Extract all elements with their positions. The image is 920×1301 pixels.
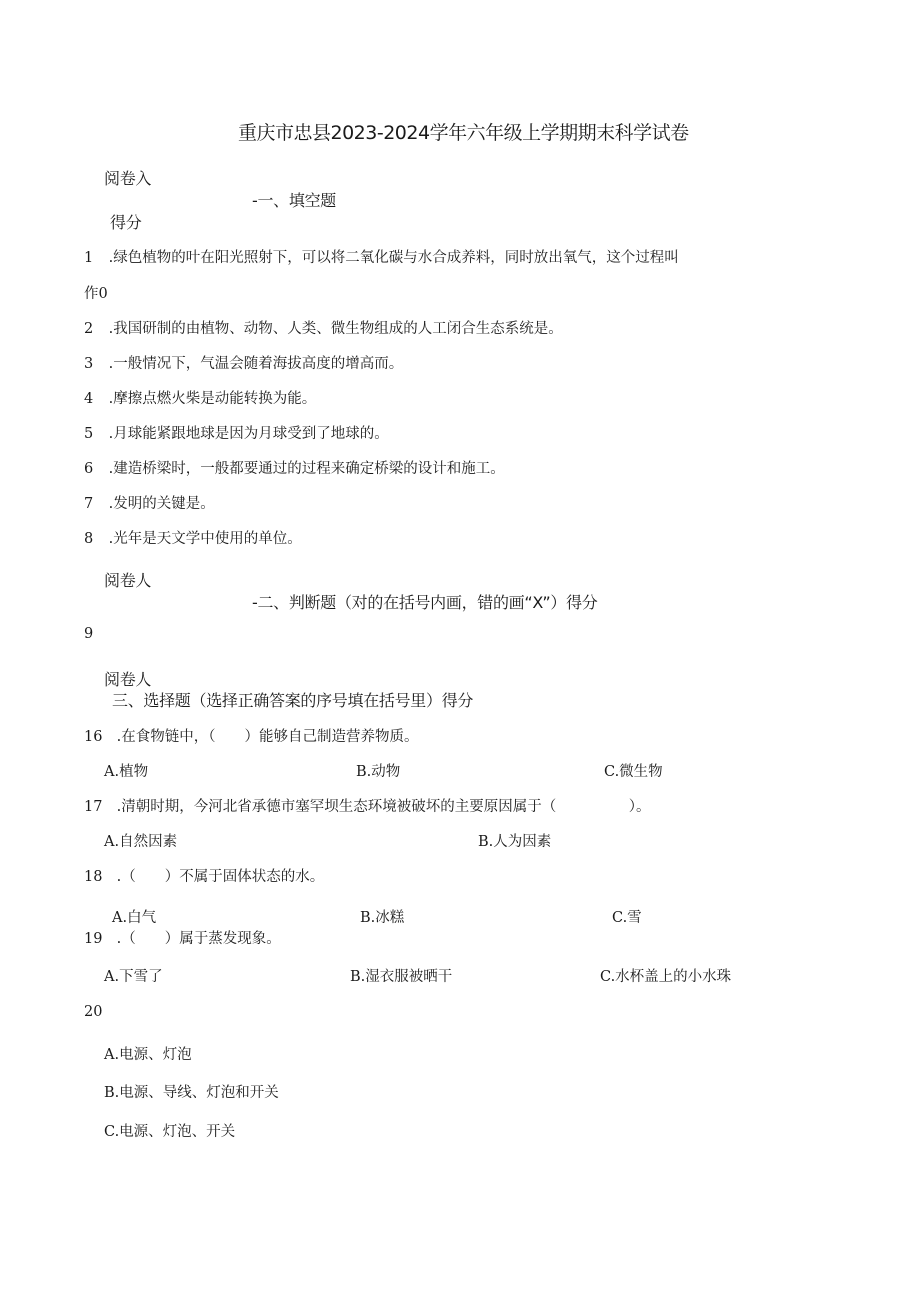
option-18-b: B.冰糕 (360, 910, 405, 926)
question-7 (84, 492, 215, 513)
option-16-c: C.微生物 (604, 764, 663, 780)
option-20-b: B.电源、导线、灯泡和开关 (104, 1085, 279, 1101)
question-text: .在食物链中，（ ）能够自己制造营养物质。 (116, 729, 419, 745)
option-19-b: B.湿衣服被晒干 (350, 969, 453, 985)
question-text: .摩擦点燃火柴是动能转换为能。 (108, 391, 317, 407)
question-number: 5 (84, 426, 94, 442)
option-17-b: B.人为因素 (478, 834, 552, 850)
question-text: .（ ）属于蒸发现象。 (116, 931, 281, 947)
question-6 (84, 457, 505, 478)
question-text: .发明的关键是。 (108, 496, 215, 512)
option-17-a: A.自然因素 (104, 834, 178, 850)
question-text: .月球能紧跟地球是因为月球受到了地球的。 (108, 426, 389, 442)
question-17 (84, 795, 650, 816)
reviewer-label-1: 阅卷入 (104, 169, 152, 188)
question-number: 2 (84, 321, 94, 337)
option-19-a: A.下雪了 (104, 969, 163, 985)
question-18 (84, 865, 324, 886)
question-number: 19 (84, 931, 103, 947)
question-1-continuation: 作0 (84, 286, 108, 302)
question-9-number: 9 (84, 626, 94, 642)
question-number: 4 (84, 391, 94, 407)
section-heading-multiple-choice: 三、选择题（选择正确答案的序号填在括号里）得分 (112, 691, 474, 710)
section-heading-true-false: -二、判断题（对的在括号内画，错的画“X”）得分 (252, 593, 598, 612)
question-number: 6 (84, 461, 94, 477)
question-text: .光年是天文学中使用的单位。 (108, 531, 302, 547)
question-2 (84, 317, 563, 338)
question-text: .绿色植物的叶在阳光照射下，可以将二氧化碳与水合成养料，同时放出氧气，这个过程叫 (108, 250, 679, 266)
question-number: 16 (84, 729, 103, 745)
score-label-1: 得分 (110, 213, 142, 232)
reviewer-label-2: 阅卷人 (104, 571, 152, 590)
question-16 (84, 725, 418, 746)
option-18-a: A.白气 (112, 910, 157, 926)
question-number: 18 (84, 869, 103, 885)
question-1 (84, 246, 679, 267)
question-number: 8 (84, 531, 94, 547)
question-text: .清朝时期，今河北省承德市塞罕坝生态环境被破坏的主要原因属于（ ）。 (116, 799, 651, 815)
question-text: .建造桥梁时，一般都要通过的过程来确定桥梁的设计和施工。 (108, 461, 505, 477)
question-text: .我国研制的由植物、动物、人类、微生物组成的人工闭合生态系统是。 (108, 321, 563, 337)
question-8 (84, 527, 302, 548)
option-20-a: A.电源、灯泡 (104, 1047, 192, 1063)
option-18-c: C.雪 (612, 910, 642, 926)
option-19-c: C.水杯盖上的小水珠 (600, 969, 732, 985)
option-16-b: B.动物 (356, 764, 401, 780)
question-19 (84, 927, 281, 948)
question-text: .一般情况下，气温会随着海拔高度的增高而。 (108, 356, 404, 372)
section-heading-fill-blank: -一、填空题 (252, 191, 336, 210)
page-title: 重庆市忠县2023-2024学年六年级上学期期末科学试卷 (238, 122, 689, 144)
question-text: .（ ）不属于固体状态的水。 (116, 869, 325, 885)
option-20-c: C.电源、灯泡、开关 (104, 1124, 236, 1140)
question-5 (84, 422, 389, 443)
question-3 (84, 352, 403, 373)
question-number: 7 (84, 496, 94, 512)
question-number: 3 (84, 356, 94, 372)
question-number: 17 (84, 799, 103, 815)
question-20-number: 20 (84, 1004, 103, 1020)
question-4 (84, 387, 316, 408)
option-16-a: A.植物 (104, 764, 149, 780)
question-number: 1 (84, 250, 94, 266)
reviewer-label-3: 阅卷人 (104, 670, 152, 689)
